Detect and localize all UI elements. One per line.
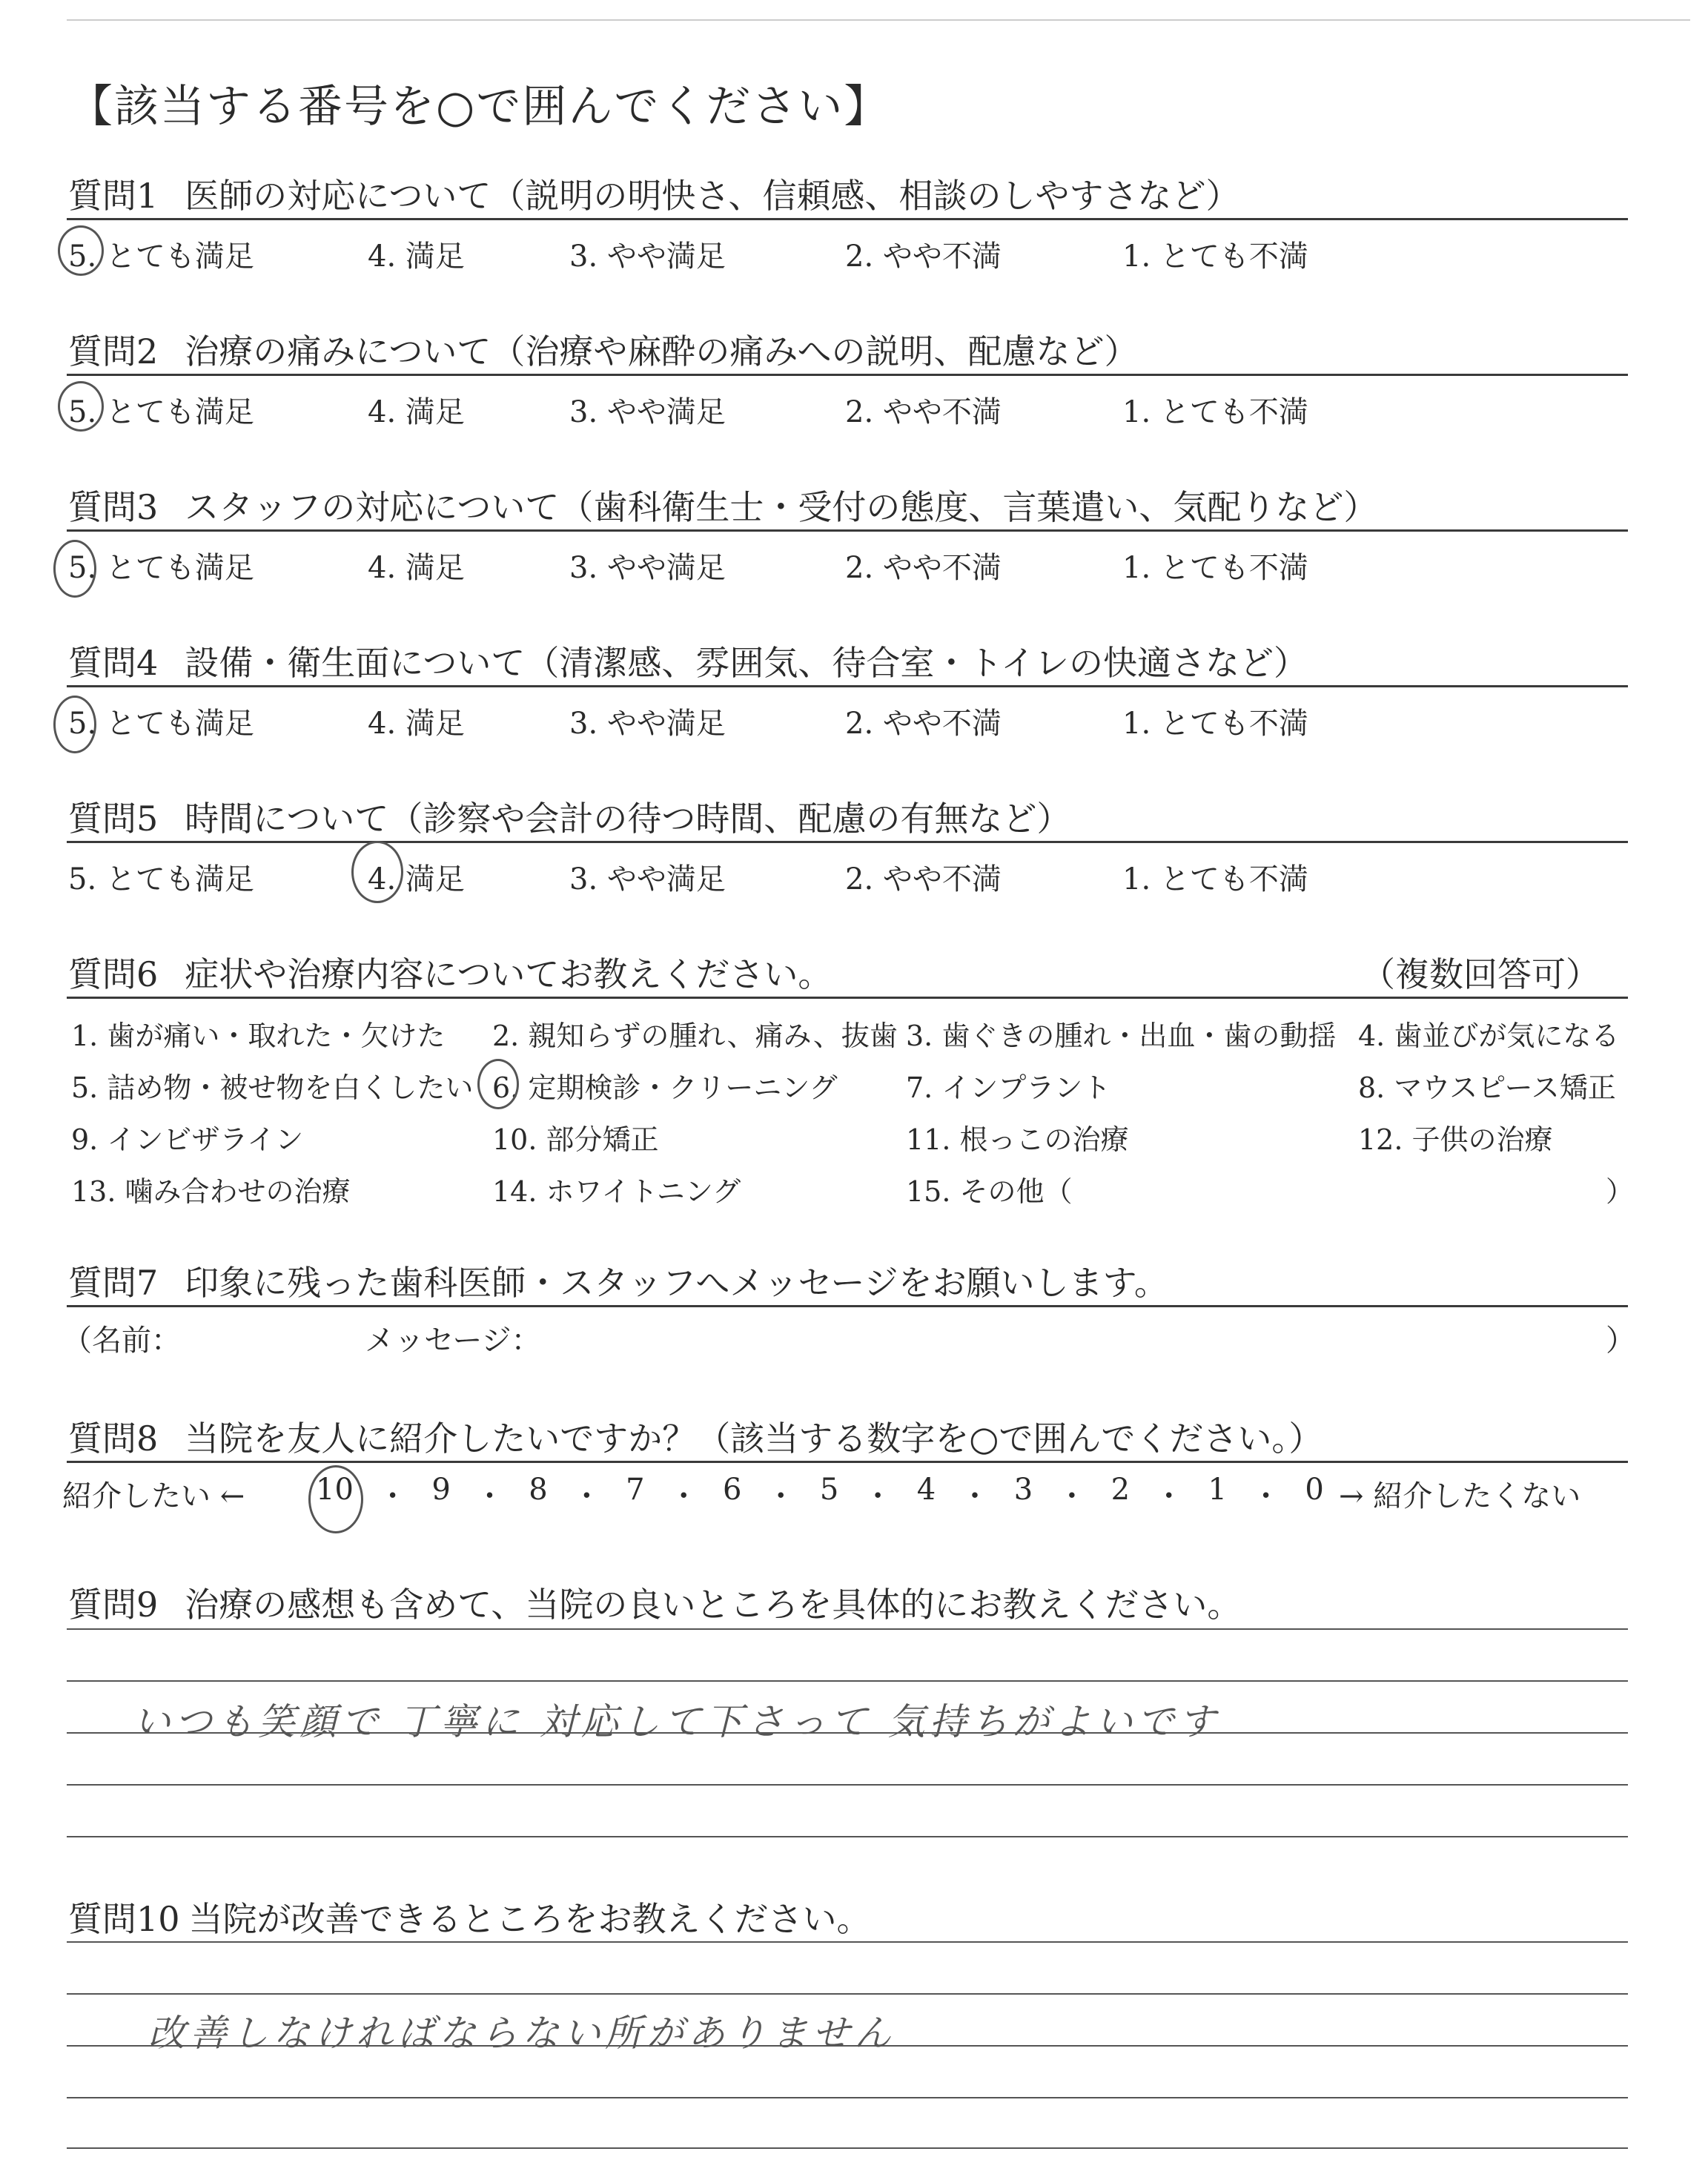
- option-1[interactable]: 1. とても不満: [1122, 707, 1308, 741]
- scale-dot: ・: [863, 1479, 893, 1513]
- option-1[interactable]: 1. とても不満: [1122, 395, 1308, 429]
- option-3[interactable]: 3. やや満足: [569, 862, 726, 896]
- question-number: 質問5: [68, 799, 159, 839]
- symptom-item-9[interactable]: 9. インビザライン: [71, 1123, 304, 1156]
- scale-3[interactable]: 3: [1013, 1473, 1033, 1507]
- option-4[interactable]: 4. 満足: [368, 240, 465, 274]
- question-rule: [67, 374, 1628, 376]
- answer-line: [67, 1836, 1628, 1837]
- page-title: 【該当する番号を○で囲んでください】: [68, 81, 890, 133]
- selection-circle: [53, 696, 96, 753]
- question-text: 医師の対応について（説明の明快さ、信頼感、相談のしやすさなど）: [185, 176, 1240, 216]
- option-3[interactable]: 3. やや満足: [569, 240, 726, 274]
- option-4[interactable]: 4. 満足: [368, 551, 465, 585]
- scale-7[interactable]: 7: [626, 1473, 645, 1507]
- scale-dot: ・: [1056, 1479, 1087, 1513]
- scale-9[interactable]: 9: [431, 1473, 451, 1507]
- question-text: 印象に残った歯科医師・スタッフへメッセージをお願いします。: [185, 1263, 1168, 1303]
- option-3[interactable]: 3. やや満足: [569, 707, 726, 741]
- selection-circle: [308, 1465, 363, 1533]
- answer-line: [67, 1941, 1628, 1943]
- option-2[interactable]: 2. やや不満: [845, 551, 1002, 585]
- option-2[interactable]: 2. やや不満: [845, 707, 1002, 741]
- symptom-item-7[interactable]: 7. インプラント: [906, 1071, 1111, 1104]
- question-number: 質問2: [68, 331, 159, 371]
- question-rule: [67, 1305, 1628, 1307]
- question-number: 質問1: [68, 176, 159, 216]
- question-number: 質問3: [68, 487, 159, 527]
- answer-line: [67, 2097, 1628, 2098]
- question-rule: [67, 685, 1628, 687]
- other-close-paren: ）: [1606, 1175, 1635, 1208]
- selection-circle: [58, 381, 104, 432]
- option-2[interactable]: 2. やや不満: [845, 862, 1002, 896]
- question-rule: [67, 841, 1628, 843]
- option-5[interactable]: 5. とても満足: [68, 395, 254, 429]
- message-close-paren: ）: [1606, 1324, 1635, 1358]
- question-number: 質問8: [68, 1418, 159, 1459]
- handwritten-answer[interactable]: 改善しなければならない所がありません: [148, 2012, 896, 2055]
- question-number: 質問6: [68, 954, 159, 994]
- question-text: 設備・衛生面について（清潔感、雰囲気、待合室・トイレの快適さなど）: [185, 643, 1308, 683]
- selection-circle: [58, 225, 104, 276]
- question-rule: [67, 1461, 1628, 1463]
- recommend-scale: [316, 1473, 1324, 1515]
- scale-dot: ・: [959, 1479, 990, 1513]
- scale-2[interactable]: 2: [1110, 1473, 1131, 1507]
- scale-8[interactable]: 8: [529, 1473, 548, 1507]
- answer-line: [67, 1680, 1628, 1682]
- recommend-right-label: → 紹介したくない: [1339, 1479, 1581, 1513]
- option-5[interactable]: 5. とても満足: [68, 240, 254, 274]
- option-2[interactable]: 2. やや不満: [845, 395, 1002, 429]
- symptom-item-2[interactable]: 2. 親知らずの腫れ、痛み、抜歯: [492, 1020, 898, 1052]
- scan-edge-line: [67, 19, 1690, 21]
- question-text: 治療の感想も含めて、当院の良いところを具体的にお教えください。: [185, 1585, 1242, 1625]
- question-text: スタッフの対応について（歯科衛生士・受付の態度、言葉遣い、気配りなど）: [185, 487, 1378, 527]
- message-label: メッセージ：: [365, 1324, 541, 1358]
- option-5[interactable]: 5. とても満足: [68, 862, 254, 896]
- scale-dot: ・: [766, 1479, 796, 1513]
- scale-dot: ・: [669, 1479, 699, 1513]
- option-2[interactable]: 2. やや不満: [845, 240, 1002, 274]
- scale-1[interactable]: 1: [1208, 1473, 1227, 1507]
- multiple-answer-note: （複数回答可）: [1361, 954, 1600, 994]
- symptom-item-13[interactable]: 13. 噛み合わせの治療: [71, 1175, 351, 1208]
- scale-dot: ・: [1251, 1479, 1281, 1513]
- scale-4[interactable]: 4: [916, 1473, 936, 1507]
- scale-dot: ・: [1153, 1479, 1184, 1513]
- symptom-item-4[interactable]: 4. 歯並びが気になる: [1358, 1020, 1620, 1052]
- option-4[interactable]: 4. 満足: [368, 862, 465, 896]
- option-3[interactable]: 3. やや満足: [569, 551, 726, 585]
- question-number: 質問9: [68, 1585, 159, 1625]
- scale-dot: ・: [377, 1479, 408, 1513]
- symptom-item-10[interactable]: 10. 部分矯正: [492, 1123, 659, 1156]
- option-4[interactable]: 4. 満足: [368, 395, 465, 429]
- scale-dot: ・: [572, 1479, 602, 1513]
- scale-5[interactable]: 5: [819, 1473, 839, 1507]
- symptom-item-11[interactable]: 11. 根っこの治療: [906, 1123, 1129, 1156]
- selection-circle: [351, 841, 403, 903]
- option-1[interactable]: 1. とても不満: [1122, 551, 1308, 585]
- question-number: 質問7: [68, 1263, 159, 1303]
- option-3[interactable]: 3. やや満足: [569, 395, 726, 429]
- name-label: （名前：: [62, 1324, 181, 1358]
- scale-10[interactable]: 10: [316, 1473, 354, 1507]
- symptom-item-5[interactable]: 5. 詰め物・被せ物を白くしたい: [71, 1071, 474, 1104]
- question-text: 症状や治療内容についてお教えください。: [185, 954, 833, 994]
- question-number: 質問4: [68, 643, 159, 683]
- scale-6[interactable]: 6: [723, 1473, 742, 1507]
- symptom-item-1[interactable]: 1. 歯が痛い・取れた・欠けた: [71, 1020, 446, 1052]
- answer-line: [67, 2147, 1628, 2149]
- recommend-left-label: 紹介したい ←: [62, 1479, 245, 1513]
- question-number: 質問10: [68, 1899, 180, 1939]
- symptom-item-14[interactable]: 14. ホワイトニング: [492, 1175, 741, 1208]
- question-rule: [67, 529, 1628, 532]
- question-text: 当院を友人に紹介したいですか？（該当する数字を○で囲んでください。）: [185, 1418, 1323, 1459]
- selection-circle: [53, 540, 96, 598]
- symptom-item-8[interactable]: 8. マウスピース矯正: [1358, 1071, 1616, 1104]
- option-4[interactable]: 4. 満足: [368, 707, 465, 741]
- symptom-item-15[interactable]: 15. その他（: [906, 1175, 1073, 1208]
- scale-dot: ・: [474, 1479, 505, 1513]
- answer-line: [67, 1784, 1628, 1786]
- question-text: 時間について（診察や会計の待つ時間、配慮の有無など）: [185, 799, 1071, 839]
- option-1[interactable]: 1. とても不満: [1122, 862, 1308, 896]
- symptom-item-12[interactable]: 12. 子供の治療: [1358, 1123, 1553, 1156]
- option-5[interactable]: 5. とても満足: [68, 551, 254, 585]
- question-text: 当院が改善できるところをお教えください。: [188, 1899, 871, 1939]
- option-5[interactable]: 5. とても満足: [68, 707, 254, 741]
- question-text: 治療の痛みについて（治療や麻酔の痛みへの説明、配慮など）: [185, 331, 1139, 371]
- answer-line: [67, 1993, 1628, 1995]
- symptom-item-6[interactable]: 6. 定期検診・クリーニング: [492, 1071, 838, 1104]
- scale-0[interactable]: 0: [1305, 1473, 1324, 1507]
- question-rule: [67, 997, 1628, 999]
- option-1[interactable]: 1. とても不満: [1122, 240, 1308, 274]
- answer-line: [67, 1628, 1628, 1630]
- selection-circle: [477, 1059, 519, 1109]
- question-rule: [67, 218, 1628, 220]
- handwritten-answer[interactable]: いつも笑顔で 丁寧に 対応して下さって 気持ちがよいです: [133, 1700, 1220, 1743]
- symptom-item-3[interactable]: 3. 歯ぐきの腫れ・出血・歯の動揺: [906, 1020, 1337, 1052]
